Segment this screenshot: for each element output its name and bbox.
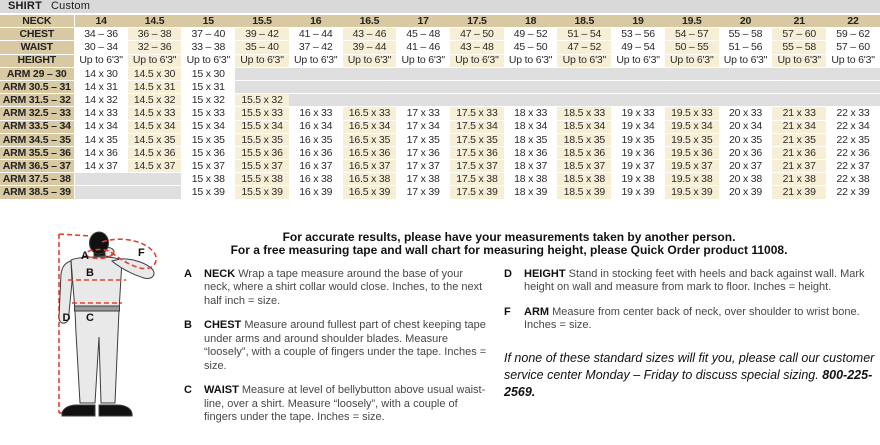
size-cell: 55 – 58 [719, 28, 773, 41]
size-cell: Up to 6'3" [181, 54, 235, 67]
size-cell: 15.5 x 33 [235, 107, 289, 120]
neck-size-header: 21 [772, 15, 826, 28]
size-cell: 20 x 36 [719, 146, 773, 159]
size-cell: 18.5 x 36 [557, 146, 611, 159]
instruction-text: WAIST Measure at level of bellybutton above usual waist-line, over a shirt. Measure “loosely”, with a couple of fingers under the tape. Inches = size. [204, 384, 486, 424]
size-cell: 19.5 x 36 [665, 146, 719, 159]
neck-size-header: 20 [719, 15, 773, 28]
size-cell: 19.5 x 35 [665, 133, 719, 146]
size-cell: 17 x 36 [396, 146, 450, 159]
instruction-term: NECK [204, 267, 239, 280]
measurement-figure [5, 230, 177, 430]
size-cell: 17.5 x 38 [450, 173, 504, 186]
instruction-term: WAIST [204, 384, 242, 397]
neck-size-header: 19 [611, 15, 665, 28]
figure-label-chest: B [86, 266, 94, 279]
table-row [0, 67, 880, 80]
size-cell: 45 – 50 [504, 41, 558, 54]
size-cell: 22 x 35 [826, 133, 880, 146]
measure-instruction-chest [184, 319, 487, 373]
size-cell: 14 x 35 [74, 133, 128, 146]
measure-instruction-arm [504, 306, 876, 333]
size-cell: 18.5 x 39 [557, 186, 611, 199]
note-text: If none of these standard sizes will fit you, please call our customer service center Monday – Friday to discuss special sizing. [504, 350, 875, 382]
empty-cell [665, 94, 719, 107]
size-cell: Up to 6'3" [289, 54, 343, 67]
size-cell: Up to 6'3" [235, 54, 289, 67]
size-cell: 16 x 37 [289, 160, 343, 173]
neck-row-label: NECK [0, 15, 74, 28]
size-cell: 14.5 x 35 [128, 133, 182, 146]
size-cell: 22 x 36 [826, 146, 880, 159]
size-cell: 22 x 38 [826, 173, 880, 186]
size-cell: 16.5 x 33 [343, 107, 397, 120]
size-cell: 18.5 x 38 [557, 173, 611, 186]
size-cell: 19 x 37 [611, 160, 665, 173]
size-cell: 39 – 44 [343, 41, 397, 54]
empty-cell [557, 94, 611, 107]
size-cell: 14.5 x 36 [128, 146, 182, 159]
size-cell: 15 x 35 [181, 133, 235, 146]
size-cell: Up to 6'3" [396, 54, 450, 67]
table-row [0, 80, 880, 93]
instruction-term: CHEST [204, 319, 245, 332]
person-silhouette [59, 232, 154, 416]
size-cell: 16 x 35 [289, 133, 343, 146]
empty-cell [450, 80, 504, 93]
row-label: HEIGHT [0, 54, 74, 67]
size-cell: 41 – 44 [289, 28, 343, 41]
size-cell: 15.5 x 34 [235, 120, 289, 133]
size-cell: 18 x 35 [504, 133, 558, 146]
size-cell: 39 – 42 [235, 28, 289, 41]
size-cell: 20 x 39 [719, 186, 773, 199]
intro-text [184, 200, 834, 257]
size-cell: 17 x 35 [396, 133, 450, 146]
size-cell: 34 – 36 [74, 28, 128, 41]
instruction-letter: D [504, 267, 512, 280]
empty-cell [128, 186, 182, 199]
size-cell: 47 – 52 [557, 41, 611, 54]
table-row [0, 160, 880, 173]
size-cell: 19 x 34 [611, 120, 665, 133]
empty-cell [772, 67, 826, 80]
instruction-letter: B [184, 319, 192, 332]
size-cell: Up to 6'3" [504, 54, 558, 67]
empty-cell [557, 80, 611, 93]
instruction-letter: C [184, 384, 192, 397]
empty-cell [504, 67, 558, 80]
empty-cell [719, 80, 773, 93]
size-cell: 49 – 52 [504, 28, 558, 41]
size-cell: 18 x 39 [504, 186, 558, 199]
size-cell: 50 – 55 [665, 41, 719, 54]
empty-cell [74, 186, 128, 199]
neck-size-header: 15.5 [235, 15, 289, 28]
size-cell: 17.5 x 35 [450, 133, 504, 146]
size-cell: 16.5 x 36 [343, 146, 397, 159]
row-label: ARM 35.5 – 36 [0, 146, 74, 159]
size-cell: 18 x 38 [504, 173, 558, 186]
empty-cell [826, 67, 880, 80]
instruction-text: ARM Measure from center back of neck, over shoulder to wrist bone. Inches = size. [524, 305, 860, 332]
empty-cell [343, 80, 397, 93]
size-cell: 59 – 62 [826, 28, 880, 41]
neck-size-header: 14 [74, 15, 128, 28]
size-cell: 41 – 46 [396, 41, 450, 54]
empty-cell [289, 94, 343, 107]
size-cell: 18 x 37 [504, 160, 558, 173]
empty-cell [343, 94, 397, 107]
size-cell: 19 x 39 [611, 186, 665, 199]
phone-number: 800-225-2569. [504, 367, 873, 399]
left-shoe [62, 405, 95, 416]
size-cell: 15 x 37 [181, 160, 235, 173]
empty-cell [665, 80, 719, 93]
size-cell: 21 x 35 [772, 133, 826, 146]
empty-cell [235, 67, 289, 80]
row-label: ARM 38.5 – 39 [0, 186, 74, 199]
empty-cell [719, 94, 773, 107]
size-cell: 16 x 36 [289, 146, 343, 159]
size-cell: 16.5 x 37 [343, 160, 397, 173]
size-cell: 16 x 34 [289, 120, 343, 133]
size-cell: Up to 6'3" [611, 54, 665, 67]
instruction-text: CHEST Measure around fullest part of chest keeping tape under arms and around shoulder blades. Measure “loosely”, with a couple of fingers under the tape. Inches = size. [204, 319, 487, 372]
table-row [0, 146, 880, 159]
size-cell: Up to 6'3" [450, 54, 504, 67]
size-cell: 14 x 34 [74, 120, 128, 133]
size-cell: 43 – 46 [343, 28, 397, 41]
size-cell: 14 x 37 [74, 160, 128, 173]
size-cell: 15.5 x 39 [235, 186, 289, 199]
size-cell: 19.5 x 33 [665, 107, 719, 120]
size-cell: 21 x 33 [772, 107, 826, 120]
size-cell: 21 x 38 [772, 173, 826, 186]
empty-cell [235, 80, 289, 93]
row-label: ARM 32.5 – 33 [0, 107, 74, 120]
size-cell: 17.5 x 36 [450, 146, 504, 159]
instruction-term: HEIGHT [524, 267, 569, 280]
size-cell: 14 x 33 [74, 107, 128, 120]
size-cell: 14.5 x 30 [128, 67, 182, 80]
size-cell: 18.5 x 33 [557, 107, 611, 120]
size-cell: 57 – 60 [772, 28, 826, 41]
size-cell: 15 x 38 [181, 173, 235, 186]
size-cell: 15 x 33 [181, 107, 235, 120]
empty-cell [826, 80, 880, 93]
size-cell: 57 – 60 [826, 41, 880, 54]
row-label: ARM 37.5 – 38 [0, 173, 74, 186]
size-cell: 17 x 34 [396, 120, 450, 133]
measure-instruction-height [504, 268, 876, 295]
size-cell: Up to 6'3" [74, 54, 128, 67]
empty-cell [772, 94, 826, 107]
table-row [0, 41, 880, 54]
row-label: ARM 34.5 – 35 [0, 133, 74, 146]
size-cell: 18 x 33 [504, 107, 558, 120]
table-row [0, 133, 880, 146]
table-row [0, 186, 880, 199]
size-cell: 21 x 37 [772, 160, 826, 173]
table-title: SHIRT [8, 0, 42, 12]
size-cell: 20 x 38 [719, 173, 773, 186]
size-cell: 51 – 56 [719, 41, 773, 54]
neck-header-row [0, 15, 880, 28]
size-cell: Up to 6'3" [343, 54, 397, 67]
table-row [0, 173, 880, 186]
figure-label-height: D [62, 311, 71, 324]
size-cell: 20 x 33 [719, 107, 773, 120]
size-cell: Up to 6'3" [826, 54, 880, 67]
empty-cell [289, 67, 343, 80]
empty-cell [665, 67, 719, 80]
size-cell: 15.5 x 38 [235, 173, 289, 186]
size-cell: 14.5 x 31 [128, 80, 182, 93]
size-cell: 55 – 58 [772, 41, 826, 54]
size-cell: 19.5 x 37 [665, 160, 719, 173]
empty-cell [396, 94, 450, 107]
empty-cell [450, 94, 504, 107]
row-label: CHEST [0, 28, 74, 41]
size-cell: 22 x 39 [826, 186, 880, 199]
size-cell: 17 x 37 [396, 160, 450, 173]
size-cell: 17 x 38 [396, 173, 450, 186]
size-cell: 15 x 30 [181, 67, 235, 80]
size-cell: 22 x 33 [826, 107, 880, 120]
row-label: WAIST [0, 41, 74, 54]
size-cell: 19.5 x 39 [665, 186, 719, 199]
size-cell: 17.5 x 33 [450, 107, 504, 120]
row-label: ARM 36.5 – 37 [0, 160, 74, 173]
size-cell: 18 x 36 [504, 146, 558, 159]
row-label: ARM 31.5 – 32 [0, 94, 74, 107]
size-cell: 16.5 x 35 [343, 133, 397, 146]
size-cell: 35 – 40 [235, 41, 289, 54]
size-cell: 21 x 34 [772, 120, 826, 133]
size-cell: 18.5 x 37 [557, 160, 611, 173]
size-cell: 45 – 48 [396, 28, 450, 41]
size-cell: 16.5 x 38 [343, 173, 397, 186]
size-cell: 33 – 38 [181, 41, 235, 54]
size-cell: 15.5 x 36 [235, 146, 289, 159]
empty-cell [289, 80, 343, 93]
size-cell: 16.5 x 34 [343, 120, 397, 133]
size-cell: 17 x 33 [396, 107, 450, 120]
size-cell: 18.5 x 35 [557, 133, 611, 146]
size-cell: 19 x 35 [611, 133, 665, 146]
size-cell: 22 x 37 [826, 160, 880, 173]
size-cell: Up to 6'3" [128, 54, 182, 67]
size-cell: Up to 6'3" [719, 54, 773, 67]
size-cell: 43 – 48 [450, 41, 504, 54]
table-row [0, 54, 880, 67]
row-label: ARM 29 – 30 [0, 67, 74, 80]
size-cell: 14.5 x 37 [128, 160, 182, 173]
intro-line-2: For a free measuring tape and wall chart for measuring height, please Quick Order product 11008. [230, 242, 788, 257]
empty-cell [557, 67, 611, 80]
empty-cell [343, 67, 397, 80]
size-cell: 37 – 42 [289, 41, 343, 54]
table-row [0, 94, 880, 107]
size-cell: 15 x 39 [181, 186, 235, 199]
size-cell: 14 x 32 [74, 94, 128, 107]
empty-cell [504, 94, 558, 107]
size-cell: 32 – 36 [128, 41, 182, 54]
size-cell: 15.5 x 35 [235, 133, 289, 146]
size-cell: 17.5 x 34 [450, 120, 504, 133]
size-cell: 15 x 34 [181, 120, 235, 133]
size-cell: 22 x 34 [826, 120, 880, 133]
empty-cell [128, 173, 182, 186]
empty-cell [611, 67, 665, 80]
size-cell: 16 x 33 [289, 107, 343, 120]
empty-cell [826, 94, 880, 107]
neck-size-header: 16.5 [343, 15, 397, 28]
instruction-letter: A [184, 267, 192, 280]
size-cell: 54 – 57 [665, 28, 719, 41]
empty-cell [719, 67, 773, 80]
size-cell: 36 – 38 [128, 28, 182, 41]
table-subtitle: Custom [51, 0, 91, 12]
neck-size-header: 15 [181, 15, 235, 28]
neck-size-header: 18.5 [557, 15, 611, 28]
size-cell: 14 x 36 [74, 146, 128, 159]
size-cell: 19.5 x 38 [665, 173, 719, 186]
waistband [75, 306, 120, 311]
size-cell: 15.5 x 32 [235, 94, 289, 107]
size-cell: 19 x 38 [611, 173, 665, 186]
neck-size-header: 14.5 [128, 15, 182, 28]
size-cell: 16.5 x 39 [343, 186, 397, 199]
size-chart-table [0, 14, 880, 200]
empty-cell [611, 94, 665, 107]
size-cell: 37 – 40 [181, 28, 235, 41]
row-label: ARM 30.5 – 31 [0, 80, 74, 93]
size-cell: 18 x 34 [504, 120, 558, 133]
instructions-section [0, 200, 880, 433]
size-cell: 15.5 x 37 [235, 160, 289, 173]
measure-instruction-neck [184, 268, 487, 309]
size-cell: Up to 6'3" [557, 54, 611, 67]
neck-size-header: 22 [826, 15, 880, 28]
size-cell: 14.5 x 34 [128, 120, 182, 133]
row-label: ARM 33.5 – 34 [0, 120, 74, 133]
special-sizing-note [504, 350, 876, 401]
size-cell: 15 x 32 [181, 94, 235, 107]
size-cell: 15 x 36 [181, 146, 235, 159]
size-cell: Up to 6'3" [772, 54, 826, 67]
table-title-bar [0, 0, 880, 13]
size-cell: 16 x 38 [289, 173, 343, 186]
instruction-text: NECK Wrap a tape measure around the base of your neck, where a shirt collar would close. Inches, to the next half inch = size. [204, 267, 483, 307]
size-cell: 19.5 x 34 [665, 120, 719, 133]
size-cell: 21 x 36 [772, 146, 826, 159]
size-cell: 17 x 39 [396, 186, 450, 199]
size-cell: 49 – 54 [611, 41, 665, 54]
size-cell: 47 – 50 [450, 28, 504, 41]
size-cell: 15 x 31 [181, 80, 235, 93]
legs [75, 311, 119, 403]
empty-cell [396, 67, 450, 80]
size-cell: 20 x 35 [719, 133, 773, 146]
instruction-text: HEIGHT Stand in stocking feet with heels and back against wall. Mark height on wall and measure from mark to floor. Inches = height. [524, 267, 865, 294]
size-cell: 17.5 x 39 [450, 186, 504, 199]
size-cell: Up to 6'3" [665, 54, 719, 67]
table-row [0, 120, 880, 133]
instruction-term: ARM [524, 305, 553, 318]
size-cell: 51 – 54 [557, 28, 611, 41]
size-cell: 14 x 31 [74, 80, 128, 93]
measure-instruction-waist [184, 384, 487, 425]
intro-line-1: For accurate results, please have your measurements taken by another person. [282, 229, 736, 244]
figure-label-neck: A [81, 249, 89, 262]
size-cell: 30 – 34 [74, 41, 128, 54]
size-cell: 19 x 33 [611, 107, 665, 120]
figure-label-waist: C [86, 311, 94, 324]
size-cell: 14.5 x 33 [128, 107, 182, 120]
table-row [0, 28, 880, 41]
empty-cell [396, 80, 450, 93]
neck-size-header: 16 [289, 15, 343, 28]
right-shoe [99, 405, 132, 416]
table-row [0, 107, 880, 120]
size-cell: 20 x 34 [719, 120, 773, 133]
size-cell: 17.5 x 37 [450, 160, 504, 173]
empty-cell [450, 67, 504, 80]
empty-cell [772, 80, 826, 93]
instruction-letter: F [504, 305, 511, 318]
empty-cell [74, 173, 128, 186]
size-cell: 21 x 39 [772, 186, 826, 199]
size-cell: 14.5 x 32 [128, 94, 182, 107]
empty-cell [504, 80, 558, 93]
size-cell: 19 x 36 [611, 146, 665, 159]
neck-size-header: 19.5 [665, 15, 719, 28]
figure-label-arm: F [138, 246, 145, 259]
size-cell: 53 – 56 [611, 28, 665, 41]
size-cell: 14 x 30 [74, 67, 128, 80]
neck-size-header: 17 [396, 15, 450, 28]
neck-size-header: 17.5 [450, 15, 504, 28]
empty-cell [611, 80, 665, 93]
size-cell: 20 x 37 [719, 160, 773, 173]
size-cell: 18.5 x 34 [557, 120, 611, 133]
neck-size-header: 18 [504, 15, 558, 28]
size-cell: 16 x 39 [289, 186, 343, 199]
